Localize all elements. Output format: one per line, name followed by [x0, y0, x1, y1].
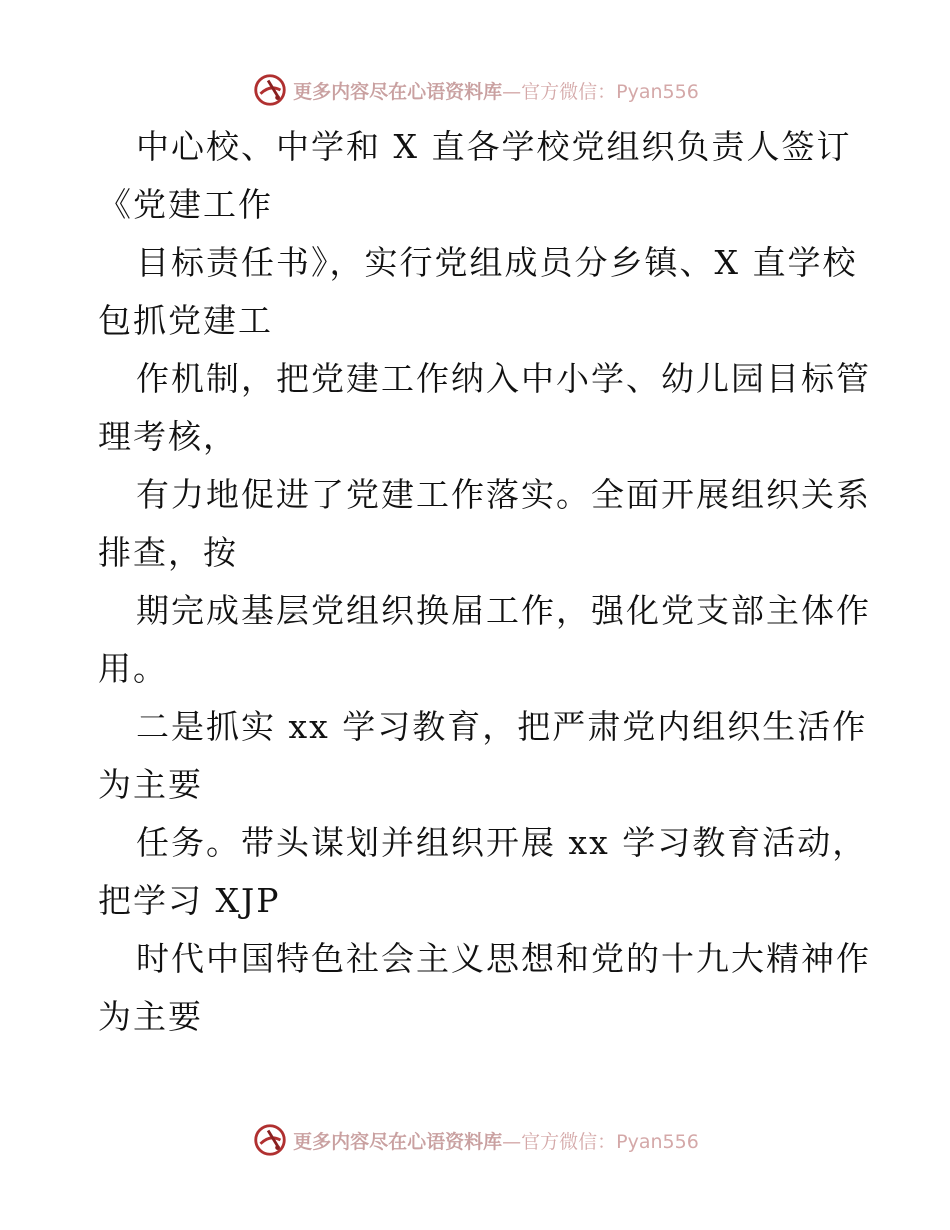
body-line: 时代中国特色社会主义思想和党的十九大精神作	[136, 939, 871, 978]
body-line: 二是抓实 xx 学习教育，把严肃党内组织生活作	[136, 707, 868, 746]
footer-watermark-text: 更多内容尽在心语资料库	[293, 1130, 503, 1153]
body-line: 作机制，把党建工作纳入中小学、幼儿园目标管	[136, 359, 871, 398]
body-line: 把学习 XJP	[98, 881, 281, 920]
body-line: 包抓党建工	[98, 301, 273, 340]
body-line: 排查，按	[98, 533, 238, 572]
book-pen-logo-icon	[251, 1121, 289, 1159]
document-body	[98, 118, 871, 1046]
body-line: 目标责任书》，实行党组成员分乡镇、X 直学校	[136, 243, 858, 282]
body-line: 任务。带头谋划并组织开展 xx 学习教育活动，	[136, 823, 868, 862]
header-watermark-banner	[0, 68, 950, 112]
footer-wechat-text: —官方微信：Pyan556	[502, 1130, 699, 1153]
body-line: 用。	[98, 649, 168, 688]
header-watermark-text: 更多内容尽在心语资料库	[293, 80, 503, 103]
header-wechat-text: —官方微信：Pyan556	[502, 80, 699, 103]
body-line: 理考核，	[98, 417, 238, 456]
body-line: 《党建工作	[98, 185, 273, 224]
footer-watermark-banner	[0, 1118, 950, 1162]
body-line: 为主要	[98, 765, 203, 804]
body-line: 为主要	[98, 997, 203, 1036]
body-line: 期完成基层党组织换届工作，强化党支部主体作	[136, 591, 871, 630]
book-pen-logo-icon	[251, 71, 289, 109]
body-line: 中心校、中学和 X 直各学校党组织负责人签订	[136, 127, 852, 166]
body-line: 有力地促进了党建工作落实。全面开展组织关系	[136, 475, 871, 514]
